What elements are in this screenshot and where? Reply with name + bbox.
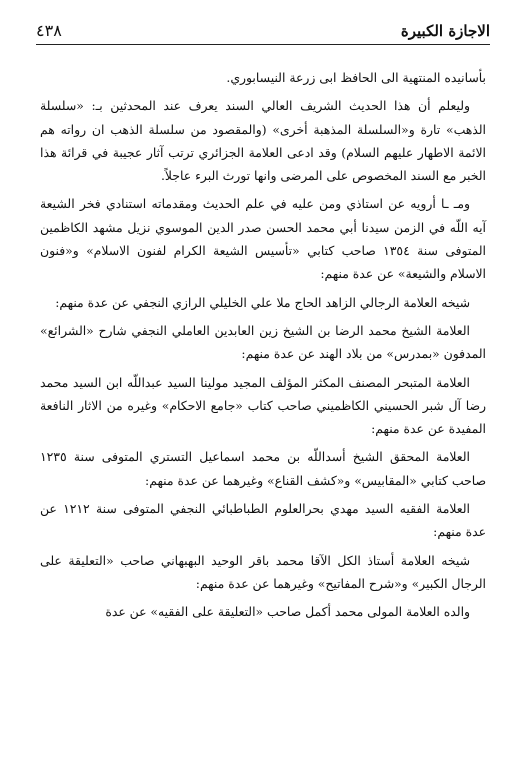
- paragraph: وليعلم أن هذا الحديث الشريف العالي السند يعرف عند المحدثين بـ: «سلسلة الذهب» تارة و«السلسلة المذهبة أخرى» (والمقصود من سلسلة الذهب ان رواته هم الائمة الاطهار عليهم السلام) وقد ادعى العلامة الجزائري ترتب آثار عجيبة في قرائة هذا الخبر مع السند المخصوص على المرضى وانها تورث البرء عاجلاً.: [40, 98, 486, 184]
- body-text: [40, 66, 486, 629]
- page-header: [36, 18, 490, 40]
- paragraph: العلامة المتبحر المصنف المكثر المؤلف المجيد مولينا السيد عبداللّه ابن السيد محمد رضا آل شبر الحسيني الكاظميني صاحب كتاب «جامع الاحكام» وغيره من الاثار النافعة المفيدة عن عدة منهم:: [40, 374, 486, 437]
- header-rule: [36, 44, 490, 45]
- paragraph: بأسانيده المنتهية الى الحافظ ابى زرعة النيسابوري.: [226, 70, 486, 85]
- page-number: ٤٣٨: [36, 21, 62, 40]
- paragraph: ومـ ـا أرويه عن استاذي ومن عليه في علم الحديث ومقدماته استنادي فخر الشيعة آيه اللّه في الزمن سيدنا أبي محمد الحسن صدر الدين الموسوي نزيل مشهد الكاظمين المتوفى سنة ١٣٥٤ صاحب كتابي «تأسيس الشيعة الكرام لفنون الاسلام» و«فنون الاسلام والشيعة» عن عدة منهم:: [40, 196, 486, 282]
- paragraph: العلامة الشيخ محمد الرضا بن الشيخ زين العابدين العاملي النجفي شارح «الشرائع» المدفون «بمدرس» من بلاد الهند عن عدة منهم:: [40, 322, 486, 362]
- paragraph: العلامة الفقيه السيد مهدي بحرالعلوم الطباطبائي النجفي المتوفى سنة ١٢١٢ عن عدة منهم:: [40, 501, 486, 540]
- paragraph: شيخه العلامة الرجالي الزاهد الحاج ملا علي الخليلي الرازي النجفي عن عدة منهم:: [55, 294, 470, 310]
- running-title: الاجازة الكبيرة: [400, 22, 490, 40]
- paragraph: والده العلامة المولى محمد أكمل صاحب «التعليقة على الفقيه» عن عدة: [105, 604, 470, 620]
- paragraph: العلامة المحقق الشيخ أسداللّه بن محمد اسماعيل التستري المتوفى سنة ١٢٣٥ صاحب كتابي «المقابيس» و«كشف القناع» وغيرهما عن عدة منهم:: [40, 449, 486, 488]
- paragraph: شيخه العلامة أستاذ الكل الآقا محمد باقر الوحيد البهبهاني صاحب «التعليقة على الرجال الكبير» و«شرح المفاتيح» وغيرهما عن عدة منهم:: [40, 552, 486, 591]
